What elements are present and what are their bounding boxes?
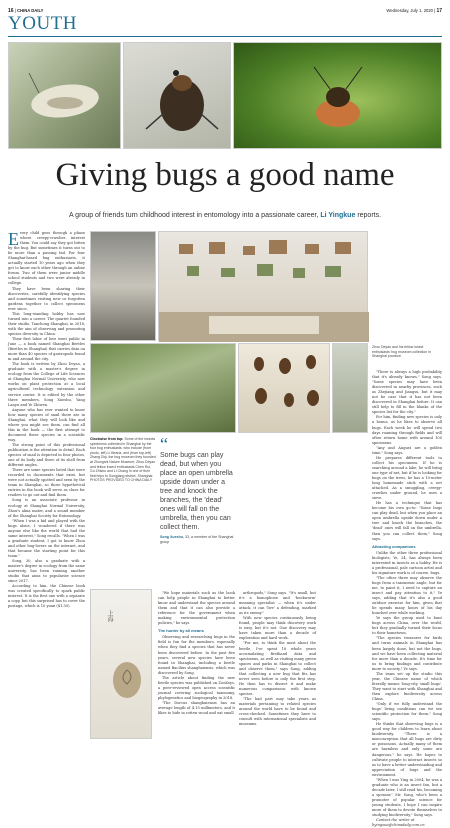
paragraph: very child goes through a phase where creepy-crawlies interest them. You could say they got bitten by the bug. But sometimes it turns out to be more than a passing fad. For four Shanghai-based bug enthusiasts, it actually started 10 years ago when they got to know each other through an online forum. Two of them were junior middle school students and two were already in college. — [8, 231, 85, 286]
paragraph: Unlike the other three professional biologists, Ye, 24, has always been interested in insects as a hobby. He is a professional, pale cartoon artist and his signature work is of course, bugs. — [372, 550, 442, 575]
snail-shell-icon — [91, 590, 153, 740]
masthead-right: Wednesday, July 1, 2020 | 17 — [386, 8, 442, 14]
pull-quote — [160, 434, 236, 544]
contact-label: Contact the writer at — [376, 818, 415, 823]
paragraph: arthropods," Song says. "It's small, but it's a homophone and 'bookworm' meaning specialist — when it's under attack, it can 'live' a defending, marked as its enemy." — [239, 591, 316, 616]
headline: Giving bugs a good name — [55, 157, 395, 193]
photo-green-insect — [233, 42, 442, 149]
contact-line — [372, 818, 442, 828]
caption-credit: PHOTOS PROVIDED TO CHINA DAILY — [90, 478, 153, 483]
right-photo-caption: Zhou Deyao and his fellow insect enthusiasts' bug museum collection in Shanghai province. — [372, 345, 431, 359]
paragraph: "Any and August are a golden time," Song says. — [372, 445, 442, 455]
photo-field-trip — [90, 343, 236, 433]
paragraph: This long-standing hobby has now turned into a career. The quartet founded their studio, Tanchong Shanghai, in 2018, with the aim of observing and promoting species diversity in China. — [8, 311, 85, 336]
masthead-left: 16 | CHINA DAILY — [8, 8, 44, 14]
paragraph: With new species continuously being found, people may think discovery work is easy, but it's not. One discovery may have taken more than a decade of exploration and hard work. — [239, 616, 316, 641]
quote-name: Song Xueshu, — [160, 535, 184, 539]
moth-icon — [9, 43, 122, 150]
book-spine-label: 上海 — [106, 610, 113, 622]
paper-name: CHINA DAILY — [16, 8, 44, 13]
paragraph: For him, finding new species is only a bonus, as he likes to observe all bugs. Each week he will spend two days roaming through fields and will often return home with around 100 specimens. — [372, 415, 442, 445]
paragraph: "The Dorcus shanghaiensis has an average length of 4.15 millimeters, and it likes to hide in rotten wood and eat small — [158, 700, 235, 716]
quote-attribution — [160, 535, 236, 544]
photo-museum-case — [158, 231, 368, 341]
photo-lab-group — [90, 231, 156, 341]
issue-date: Wednesday, July 1, 2020 — [386, 8, 434, 13]
column-4 — [239, 591, 316, 743]
page-number-right: 17 — [436, 8, 442, 14]
paragraph: He thinks that observing bugs is a good way for children to learn about biodiversity. "There is a misconception that all bugs are dirty or poisonous. Actually many of them are harmless and only some are dangerous," he says. He hopes to cultivate people to interact insects so as to have a better understanding and appreciation of bugs and the environment. — [372, 722, 442, 777]
paragraph: There are some species listed that were recorded in documents that exist, but were not actually spotted and seen by the team in Shanghai, so those hypothetical entries in the book will serve as clues for readers to go out and find them. — [8, 468, 85, 498]
specimen-wall-icon — [159, 232, 369, 342]
column-3 — [158, 591, 235, 743]
paragraph: Their first labor of love went public in June — a book named Shanghai Beetles (Beetles in Shanghai) that carries data on more than 40 species of gastropods found in and around the city. — [8, 336, 85, 362]
subheadline — [0, 212, 450, 219]
paragraph: The book is written by Zhou Deyao, a graduate with a master's degree in ecology from the College of Life Sciences at Shanghai Normal University, who now works on plant protection at a local agricultural technology extension and service center. It is edited by the other three members, Song Xueshu, Yang Lanyu and Ye Zhiwen. — [8, 362, 85, 407]
paragraph: "There is always a high probability that it's already known," Song says. "Some species may have been discovered in nearby provinces, such as Zhejiang and Jiangsu, but it may not be case that it has not been discovered in Shanghai before. It can still help to fill in the blanks of the species list for the city." — [372, 370, 442, 415]
photo-snail — [332, 343, 368, 433]
paragraph: "When I was a kid and played with the bugs alone, I wondered if there was anyone else like the world that had the same interest," Song recalls. "When I was a graduate student, I got to know Zhou and other bug-lovers on the internet, and that became the starting point for this team." — [8, 518, 85, 558]
paragraph: The article about finding the new beetle species was published on ZooKeys, a peer-reviewed open access scientific journal covering zoological taxonomy, phylogenetics and biogeography in 2018. — [158, 675, 235, 700]
beetle-icon — [124, 43, 232, 150]
paragraph: He has a technique that has become his own go-to: "Some bugs can play dead, but when you place an open umbrella upside down under a tree and knock the branches, the 'dead' ones will fall on the umbrella, then you can collect them," Song says. — [372, 501, 442, 541]
section-title: YOUTH — [8, 13, 77, 34]
caption-lead: Clockwise from top: — [90, 437, 124, 441]
column-5 — [372, 370, 442, 828]
book-cover — [90, 589, 152, 739]
photo-moth — [8, 42, 121, 149]
subhead-text: A group of friends turn childhood interest in entomology into a passionate career, — [68, 212, 319, 219]
paragraph: He prepares different tools to collect his specimens. If he is searching around a lake, he will bring one type of net, but if he is looking for bugs on the trees, he has a 10-meter long homemade stick with a net attached. As a smuggling, creepy-crawlies under ground, he uses a sieve. — [372, 455, 442, 501]
paragraph: The team set up the studio this year, the Chinese name of which literally means 'long-city, small bugs'. They want to start with Shanghai and then explore biodiversity across China. — [372, 671, 442, 701]
paragraph: "The species treasures for birds and turns animals in Shanghai has been largely done, but not the bugs, and we have been collecting material for more than a decade. It's time for us to bring findings and contribute more to society," Ye says. — [372, 636, 442, 671]
drop-cap: E — [8, 229, 19, 249]
contact-email[interactable]: liyingxue@chinadaily.com.cn — [372, 823, 425, 828]
subheading-hunter: The hunter by all means — [158, 628, 204, 634]
main-photo-caption — [90, 437, 156, 483]
paragraph: Song, 30, also a graduate with a master's degree in ecology from the same university, has been running another studio that aims to popularize science since 2017. — [8, 559, 85, 584]
pinned-bugs-icon — [239, 344, 331, 434]
paragraph: The strong point of this professional publication is the attention to detail. Each species of snail is depicted in four photos, one of its body and three of its shell from different angles. — [8, 442, 85, 468]
quote-text: Some bugs can play dead, but when you place an open umbrella upside down under a tree and knock the branches, the 'dead' ones will fall on the umbrella, then you can collect them. — [160, 452, 233, 531]
photo-beetle — [123, 42, 231, 149]
paragraph: "The bad part may take years as materials pertaining to related species around the world have to be found and cross-checked. Sometimes they have to consult with international specialists and museums. — [239, 696, 316, 727]
paragraph: "For me, to think the most about the beetle, I've spent 18 whole years accumulating firsthand data and specimens, as well as visiting many green spaces and parks in Shanghai to collect and observe them," says Song, adding that collecting a new bug that fits has never seen before is only the first step. He then has to dissect it and make numerous comparisons with known species. — [239, 641, 316, 696]
column-1 — [8, 231, 85, 743]
paragraph: "We hope materials such as the book can help people in Shanghai to better know and understand the species around them and that it can also provide a reference for the government when making environmental protection policies," he says. — [158, 591, 235, 626]
page-number: 16 — [8, 8, 14, 14]
quote-role: 33, a member of the Shanghai group — [160, 535, 234, 544]
paragraph: "Only if we fully understand the bugs' living conditions can we see scientific protection for them," Song says. — [372, 702, 442, 722]
subhead-end: reports. — [357, 212, 382, 219]
reporter-name: Li Yingkue — [320, 212, 356, 219]
paragraph: They have been sharing their discoveries, carefully identifying species and sometimes visiting new or forgotten gardens together to collect specimens ever since. — [8, 286, 85, 311]
paragraph: "The other three may observe the bugs from a taxonomic angle, but for me, to paint it, I need to capture an insect and pay attention to it," Ye says, adding that it's also a good outdoor exercise for him, given that he spends many hours of his day hunched over while working. — [372, 575, 442, 616]
quote-mark-icon: “ — [160, 434, 168, 454]
paragraph: According to him, the Chinese book was created specifically to spark public interest. It is the first one with a separate a copy, but this surprised has to cover the postage, which is 10 yuan ($1.50). — [8, 584, 85, 609]
subheading-companions: Attracting companions — [372, 543, 416, 549]
green-insect-icon — [234, 43, 443, 150]
paragraph: Song is an associate professor in ecology at Shanghai Normal University, Zhou's alma mater, and a sound member of the Shanghai Society for Entomology. — [8, 498, 85, 518]
paragraph: Anyone who has ever wanted to know how many species of snail there are in Shanghai, what they will look like and where you might see them, can find all this in the book — the first attempt to document these species in a scientific way. — [8, 407, 85, 442]
photo-specimens — [238, 343, 330, 433]
caption-text: Some of the insects specimens collected in Shanghai by the four bug enthusiasts, who include (from photo, left) Li Bearia, and (from top-left) Zhang Ziqi, the bug museum they founded at Zhongshi Nature Museum; Zhou Deyao and fellow insect enthusiasts Chen Rui, Gu Zhishu and Li Chang in one of their field trips to Songjiang district, Shanghai. — [90, 437, 156, 478]
paragraph: "When I was Ying in 2004, he was a graduate who is an insect fan, but a decade later, I still read his, becoming a sponsor," Mr. Song, who's been a promoter of popular science for young students, I hope I can inspire more of them to devote themselves to studying biodiversity," Song says. — [372, 777, 442, 818]
paragraph: Observing and researching bugs in the field is fun for the members, especially when they find a species that has never been discovered before. In the past five years, several new species have been found in Shanghai, including a beetle named Bacilius shanghaiensis, which was discovered by Song. — [158, 635, 235, 675]
paragraph: Ye says the group used to hunt bugs across China, over the world, but they gradually turned their focus to their hometown. — [372, 616, 442, 636]
section-rule — [8, 36, 442, 37]
